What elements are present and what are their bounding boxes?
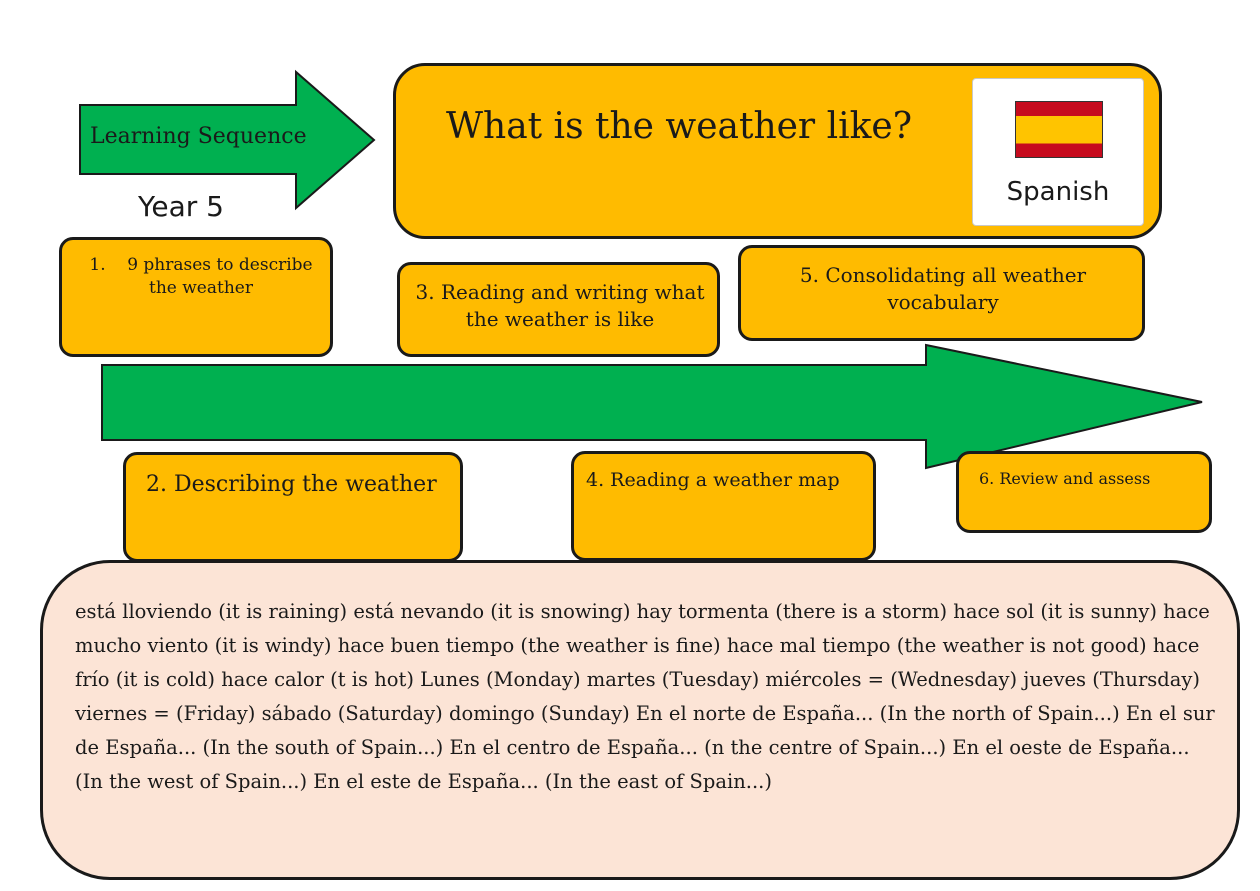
step-6-box	[956, 451, 1212, 533]
learning-sequence-label: Learning Sequence	[90, 124, 307, 149]
step-1-box	[59, 237, 333, 357]
step-4-box	[571, 451, 876, 561]
subject-card	[972, 78, 1144, 226]
step-6-text: 6. Review and assess	[979, 469, 1151, 488]
step-5-box	[738, 245, 1145, 341]
vocabulary-box	[40, 560, 1240, 880]
step-1-text: 1. 9 phrases to describe the weather	[89, 255, 319, 298]
step-4-text: 4. Reading a weather map	[586, 469, 840, 491]
step-3-text: 3. Reading and writing what the weather is like	[415, 280, 705, 331]
step-2-text: 2. Describing the weather	[146, 472, 437, 497]
step-2-box	[123, 452, 463, 562]
spain-flag-icon	[1015, 101, 1103, 158]
page-title: What is the weather like?	[446, 106, 913, 147]
title-box	[393, 63, 1162, 239]
timeline-arrow	[102, 345, 1202, 468]
step-3-box	[397, 262, 720, 357]
step-5-text: 5. Consolidating all weather vocabulary	[799, 263, 1087, 314]
subject-label: Spanish	[1006, 177, 1110, 207]
year-label: Year 5	[138, 190, 224, 223]
vocabulary-text: está lloviendo (it is raining) está nevando (it is snowing) hay tormenta (there is a storm) hace sol (it is sunny) hace mucho viento (it is windy) hace buen tiempo (the weather is fine) hace mal tiempo (the weather is not good) hace frío (it is cold) hace calor (t is hot) Lunes (Monday) martes (Tuesday) miércoles = (Wednesday) jueves (Thursday) viernes = (Friday) sábado (Saturday) domingo (Sunday) En el norte de España... (In the north of Spain...) En el sur de España... (In the south of Spain...) En el centro de España... (n the centre of Spain...) En el oeste de España... (In the west of Spain...) En el este de España... (In the east of Spain...)	[75, 600, 1215, 793]
